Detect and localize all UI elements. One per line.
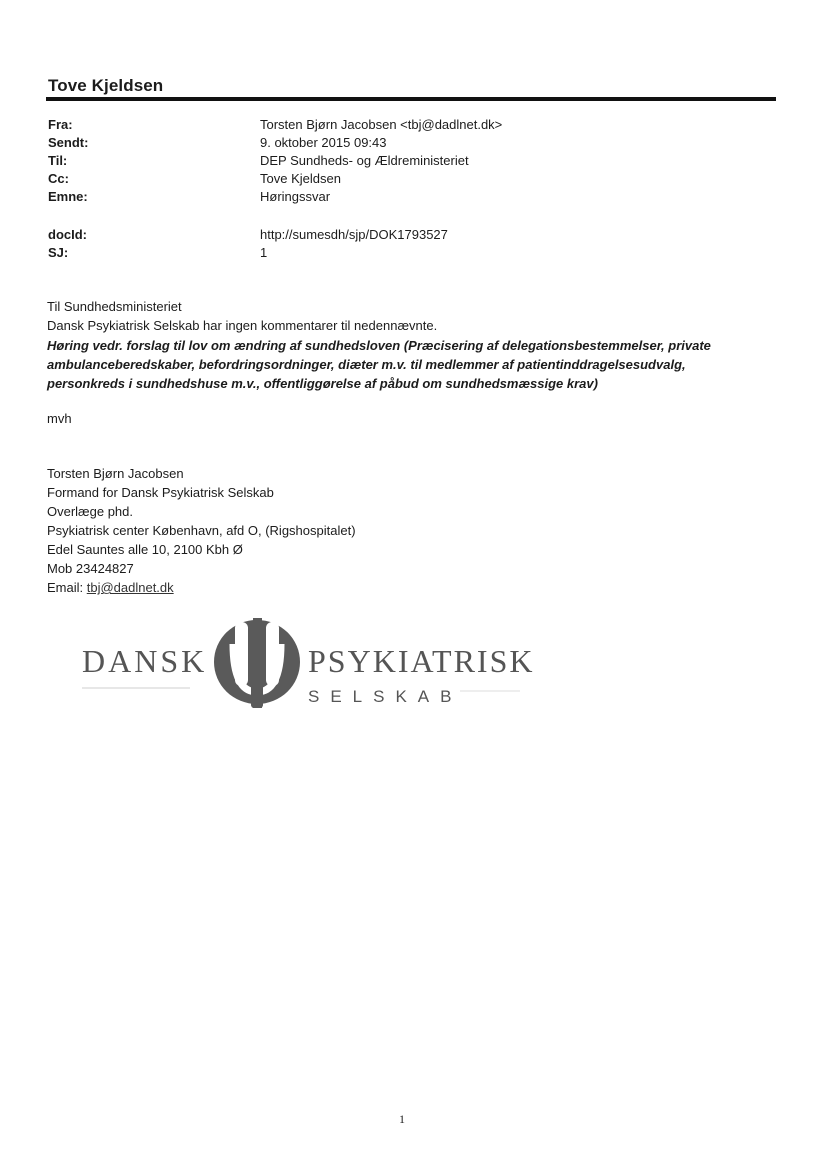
logo-word-dansk: DANSK	[82, 643, 208, 679]
society-logo	[80, 614, 540, 714]
signature-workplace: Psykiatrisk center København, afd O, (Rigshospitalet)	[47, 523, 356, 538]
signature-name: Torsten Bjørn Jacobsen	[47, 466, 184, 481]
body-subject-line-3: personkreds i sundhedshuse m.v., offentliggørelse af påbud om sundhedsmæssige krav)	[47, 376, 598, 391]
header-value-to: DEP Sundheds- og Ældreministeriet	[260, 153, 469, 168]
header-rule	[46, 97, 776, 101]
header-label-sent: Sendt:	[48, 135, 89, 150]
header-label-sj: SJ:	[48, 245, 69, 260]
psi-emblem-icon	[214, 618, 300, 708]
header-label-cc: Cc:	[48, 171, 69, 186]
email-owner-name: Tove Kjeldsen	[48, 76, 164, 95]
signature-title: Formand for Dansk Psykiatrisk Selskab	[47, 485, 274, 500]
signature-mobile: Mob 23424827	[47, 561, 134, 576]
signature-email-label: Email:	[47, 580, 87, 595]
header-value-docid: http://sumesdh/sjp/DOK1793527	[260, 227, 448, 242]
body-subject-line-2: ambulanceberedskaber, befordringsordninger, diæter m.v. til medlemmer af patientinddragelsesudvalg,	[47, 357, 686, 372]
signature-email-link[interactable]: tbj@dadlnet.dk	[86, 580, 174, 595]
signature-email-row	[47, 580, 174, 595]
header-label-docid: docId:	[48, 227, 87, 242]
logo-word-selskab: SELSKAB	[308, 687, 463, 706]
header-label-to: Til:	[48, 153, 68, 168]
body-statement: Dansk Psykiatrisk Selskab har ingen kommentarer til nedennævnte.	[47, 318, 438, 333]
header-value-sent: 9. oktober 2015 09:43	[260, 135, 387, 150]
page-number: 1	[399, 1112, 405, 1126]
body-greeting: Til Sundhedsministeriet	[47, 299, 182, 314]
header-label-subject: Emne:	[48, 189, 88, 204]
body-subject-line-1: Høring vedr. forslag til lov om ændring af sundhedsloven (Præcisering af delegationsbestemmelser, private	[47, 338, 711, 353]
header-label-from: Fra:	[48, 117, 73, 132]
signature-address: Edel Sauntes alle 10, 2100 Kbh Ø	[47, 542, 243, 557]
logo-word-psykiatrisk: PSYKIATRISK	[308, 643, 535, 679]
header-value-from: Torsten Bjørn Jacobsen <tbj@dadlnet.dk>	[260, 117, 503, 132]
header-value-sj: 1	[260, 245, 268, 260]
body-closing: mvh	[47, 411, 72, 426]
header-value-subject: Høringssvar	[260, 189, 331, 204]
signature-degree: Overlæge phd.	[47, 504, 133, 519]
header-value-cc: Tove Kjeldsen	[260, 171, 341, 186]
